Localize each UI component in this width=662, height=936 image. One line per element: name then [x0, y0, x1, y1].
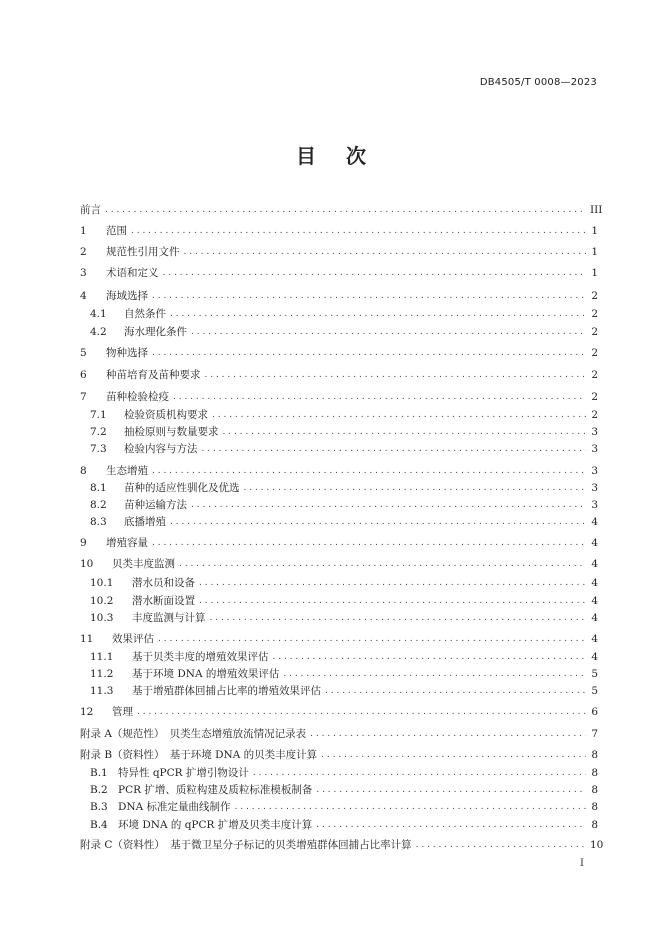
- toc-entry[interactable]: [90, 481, 598, 495]
- toc-entry-page: 4: [591, 651, 598, 663]
- toc-entry-label: 基于环境 DNA 的增殖效果评估: [132, 668, 280, 680]
- toc-entry-number: 8.3: [90, 516, 107, 528]
- toc-entry-page: 3: [591, 443, 598, 455]
- toc-entry-page: 4: [591, 516, 598, 528]
- toc-entry-label: 苗种检验检疫: [106, 391, 169, 403]
- toc-entry[interactable]: [80, 464, 598, 478]
- toc-dot-leader: [321, 749, 586, 762]
- toc-dot-leader: [152, 290, 586, 303]
- toc-entry-label: 苗种的适应性驯化及优选: [124, 482, 240, 494]
- toc-entry[interactable]: [90, 684, 598, 698]
- toc-entry[interactable]: [80, 390, 598, 404]
- toc-entry-page: 3: [591, 465, 598, 477]
- footer-page-number: I: [580, 858, 584, 869]
- toc-entry[interactable]: [80, 748, 598, 762]
- toc-entry-number: 10: [80, 558, 94, 570]
- toc-entry[interactable]: [80, 224, 598, 238]
- toc-entry[interactable]: [90, 425, 598, 439]
- toc-dot-leader: [191, 326, 586, 339]
- toc-entry-label: 检验内容与方法: [124, 443, 198, 455]
- toc-entry[interactable]: [80, 838, 604, 852]
- toc-entry-page: 6: [591, 706, 598, 718]
- toc-entry-label: 规范性引用文件: [106, 246, 180, 258]
- toc-entry-page: 7: [591, 728, 598, 740]
- toc-entry-page: 2: [591, 369, 598, 381]
- toc-entry-page: 3: [591, 499, 598, 511]
- toc-entry-label: 贝类丰度监测: [112, 558, 175, 570]
- toc-entry[interactable]: [90, 515, 598, 529]
- toc-entry-number: 9: [80, 537, 87, 549]
- toc-entry-page: 1: [591, 267, 598, 279]
- toc-entry-label: 海域选择: [106, 290, 148, 302]
- toc-dot-leader: [283, 668, 586, 681]
- toc-entry-number: 4: [80, 290, 87, 302]
- toc-entry-page: 8: [591, 784, 598, 796]
- toc-dot-leader: [210, 612, 587, 625]
- toc-entry-number: B.4: [90, 819, 108, 831]
- toc-entry[interactable]: [90, 498, 598, 512]
- toc-entry-label: 潜水员和设备: [132, 577, 195, 589]
- toc-entry[interactable]: [80, 266, 598, 280]
- toc-entry-label: 术语和定义: [106, 267, 159, 279]
- toc-dot-leader: [212, 409, 586, 422]
- toc-entry-number: 10.2: [90, 595, 114, 607]
- toc-entry-number: B.2: [90, 784, 108, 796]
- toc-entry-number: 7.2: [90, 426, 107, 438]
- toc-entry-page: 2: [591, 308, 598, 320]
- toc-entry-number: 6: [80, 369, 87, 381]
- toc-entry-page: 2: [591, 347, 598, 359]
- toc-entry-page: 4: [591, 537, 598, 549]
- toc-entry-label: 增殖容量: [106, 537, 148, 549]
- toc-dot-leader: [152, 537, 586, 550]
- toc-entry-page: 2: [591, 391, 598, 403]
- toc-entry-page: 2: [591, 326, 598, 338]
- toc-dot-leader: [173, 391, 586, 404]
- toc-entry[interactable]: [80, 557, 598, 571]
- toc-dot-leader: [316, 819, 586, 832]
- toc-entry-page: 4: [591, 612, 598, 624]
- toc-entry-label: 检验资质机构要求: [124, 409, 208, 421]
- toc-dot-leader: [273, 651, 587, 664]
- toc-dot-leader: [253, 767, 586, 780]
- toc-entry[interactable]: [80, 203, 603, 217]
- toc-entry-number: 11.3: [90, 685, 114, 697]
- toc-entry[interactable]: [80, 368, 598, 382]
- toc-entry-label: 苗种运输方法: [124, 499, 187, 511]
- toc-dot-leader: [170, 516, 586, 529]
- toc-dot-leader: [184, 246, 587, 259]
- toc-entry-label: 抽检原则与数量要求: [124, 426, 219, 438]
- toc-entry[interactable]: [80, 705, 598, 719]
- toc-entry-page: 8: [591, 749, 598, 761]
- toc-dot-leader: [137, 706, 586, 719]
- toc-entry-page: 8: [591, 801, 598, 813]
- toc-dot-leader: [202, 443, 587, 456]
- toc-dot-leader: [310, 728, 586, 741]
- toc-entry[interactable]: [90, 818, 598, 832]
- toc-entry[interactable]: [90, 594, 598, 608]
- toc-entry-label: 前言: [80, 204, 101, 216]
- toc-entry[interactable]: [80, 536, 598, 550]
- toc-entry[interactable]: [90, 611, 598, 625]
- toc-dot-leader: [131, 225, 586, 238]
- toc-entry[interactable]: [90, 783, 598, 797]
- toc-entry-number: 10.3: [90, 612, 114, 624]
- toc-entry-label: 生态增殖: [106, 465, 148, 477]
- toc-entry-number: 12: [80, 706, 94, 718]
- toc-entry-page: 1: [591, 246, 598, 258]
- toc-entry-page: 4: [591, 558, 598, 570]
- toc-entry-page: 5: [591, 685, 598, 697]
- toc-entry-label: 物种选择: [106, 347, 148, 359]
- toc-entry-label: 丰度监测与计算: [132, 612, 206, 624]
- toc-entry-number: 8: [80, 465, 87, 477]
- toc-entry[interactable]: [90, 325, 598, 339]
- toc-entry-page: 5: [591, 668, 598, 680]
- toc-entry-number: B.1: [90, 767, 108, 779]
- toc-entry-label: 基于增殖群体回捕占比率的增殖效果评估: [132, 685, 321, 697]
- toc-dot-leader: [152, 465, 586, 478]
- toc-entry-number: 4.1: [90, 308, 107, 320]
- toc-entry-label: 附录 C（资料性） 基于微卫星分子标记的贝类增殖群体回捕占比率计算: [80, 839, 412, 851]
- toc-entry-number: 1: [80, 225, 87, 237]
- toc-entry-page: 3: [591, 482, 598, 494]
- toc-entry-number: 11: [80, 633, 94, 645]
- toc-entry-label: 特异性 qPCR 扩增引物设计: [118, 767, 249, 779]
- toc-entry-number: 2: [80, 246, 87, 258]
- toc-entry-number: 7.3: [90, 443, 107, 455]
- toc-dot-leader: [199, 577, 586, 590]
- toc-dot-leader: [244, 482, 587, 495]
- toc-entry[interactable]: [90, 408, 598, 422]
- toc-dot-leader: [223, 426, 587, 439]
- toc-entry-number: 11.2: [90, 668, 114, 680]
- toc-entry[interactable]: [90, 650, 598, 664]
- toc-entry-label: 管理: [112, 706, 133, 718]
- toc-entry-label: DNA 标准定量曲线制作: [118, 801, 231, 813]
- toc-entry-page: 8: [591, 767, 598, 779]
- toc-dot-leader: [199, 595, 586, 608]
- toc-entry-label: 附录 A（规范性） 贝类生态增殖放流情况记录表: [80, 728, 307, 740]
- toc-dot-leader: [316, 784, 586, 797]
- toc-entry-page: 4: [591, 577, 598, 589]
- toc-entry[interactable]: [90, 442, 598, 456]
- toc-dot-leader: [416, 839, 586, 852]
- toc-entry-label: 海水理化条件: [124, 326, 187, 338]
- toc-entry[interactable]: [80, 245, 598, 259]
- toc-entry-page: 2: [591, 290, 598, 302]
- toc-entry-page: 4: [591, 633, 598, 645]
- toc-entry-page: 8: [591, 819, 598, 831]
- toc-entry[interactable]: [90, 800, 598, 814]
- toc-entry-label: 附录 B（资料性） 基于环境 DNA 的贝类丰度计算: [80, 749, 318, 761]
- toc-entry-number: 4.2: [90, 326, 107, 338]
- toc-entry-number: 3: [80, 267, 87, 279]
- toc-entry-label: 环境 DNA 的 qPCR 扩增及贝类丰度计算: [118, 819, 313, 831]
- toc-entry-page: III: [590, 204, 603, 216]
- toc-dot-leader: [170, 308, 586, 321]
- toc-entry-page: 3: [591, 426, 598, 438]
- toc-entry-number: 7: [80, 391, 87, 403]
- toc-dot-leader: [325, 685, 586, 698]
- toc-dot-leader: [179, 558, 586, 571]
- toc-entry-label: 种苗培育及苗种要求: [106, 369, 201, 381]
- toc-dot-leader: [158, 633, 586, 646]
- toc-entry[interactable]: [90, 307, 598, 321]
- toc-entry-label: 自然条件: [124, 308, 166, 320]
- toc-dot-leader: [235, 801, 586, 814]
- toc-dot-leader: [152, 347, 586, 360]
- toc-entry-page: 10: [590, 839, 604, 851]
- toc-entry-number: 10.1: [90, 577, 114, 589]
- toc-entry[interactable]: [80, 346, 598, 360]
- toc-dot-leader: [191, 499, 586, 512]
- document-code: DB4505/T 0008—2023: [479, 77, 597, 88]
- toc-entry[interactable]: [90, 576, 598, 590]
- page-title: 目次: [296, 144, 396, 168]
- toc-entry-number: 7.1: [90, 409, 107, 421]
- toc-dot-leader: [105, 204, 586, 217]
- toc-dot-leader: [163, 267, 587, 280]
- toc-entry-page: 2: [591, 409, 598, 421]
- toc-entry-label: 潜水断面设置: [132, 595, 195, 607]
- toc-entry-label: PCR 扩增、质粒构建及质粒标准模板制备: [118, 784, 313, 796]
- toc-entry-page: 4: [591, 595, 598, 607]
- toc-entry-number: 8.1: [90, 482, 107, 494]
- toc-entry-label: 效果评估: [112, 633, 154, 645]
- toc-entry[interactable]: [80, 289, 598, 303]
- toc-entry[interactable]: [80, 632, 598, 646]
- toc-dot-leader: [205, 369, 587, 382]
- toc-entry-number: 8.2: [90, 499, 107, 511]
- toc-entry[interactable]: [80, 727, 598, 741]
- toc-entry-number: B.3: [90, 801, 108, 813]
- toc-entry-number: 5: [80, 347, 87, 359]
- toc-entry-label: 基于贝类丰度的增殖效果评估: [132, 651, 269, 663]
- toc-entry-number: 11.1: [90, 651, 114, 663]
- toc-entry[interactable]: [90, 766, 598, 780]
- toc-entry-label: 底播增殖: [124, 516, 166, 528]
- toc-entry-label: 范围: [106, 225, 127, 237]
- toc-entry[interactable]: [90, 667, 598, 681]
- toc-entry-page: 1: [591, 225, 598, 237]
